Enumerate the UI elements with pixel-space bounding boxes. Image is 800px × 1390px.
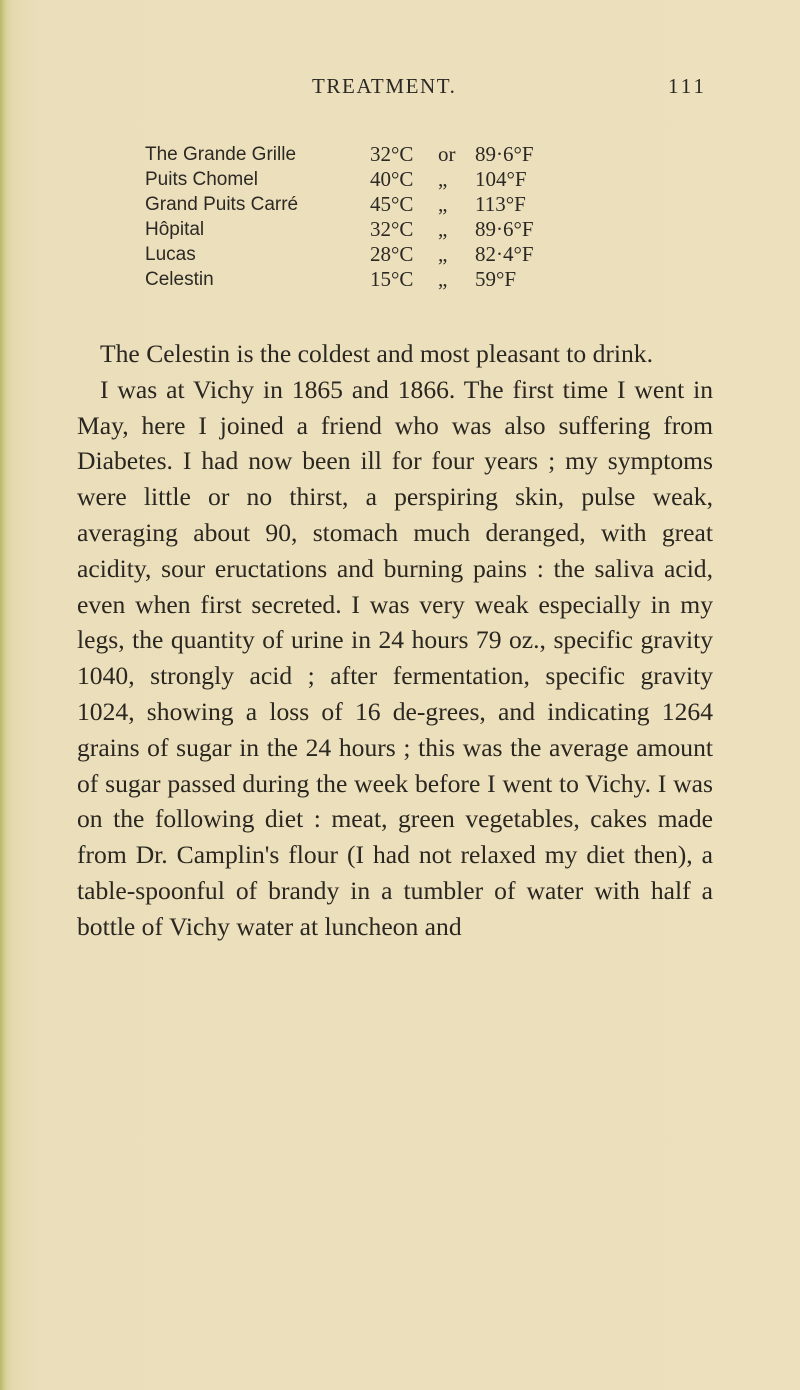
temperature-fahrenheit: 104°F [475,167,527,191]
table-row [145,142,625,167]
temperature-fahrenheit: 113°F [475,192,526,216]
spring-name: Grand Puits Carré [145,194,299,215]
separator: „ [438,267,448,291]
separator: „ [438,242,448,266]
temperature-fahrenheit: 89·6°F [475,217,534,241]
separator: „ [438,217,448,241]
spring-name: Puits Chomel [145,169,258,190]
paragraph: I was at Vichy in 1865 and 1866. The first time I went in May, here I joined a friend who was also suffering from Diabetes. I had now been ill for four years ; my symptoms were little or no thirst, a perspiring skin, pulse weak, averaging about 90, stomach much deranged, with great acidity, sour eructations and burning pains : the saliva acid, even when first secreted. I was very weak especially in my legs, the quantity of urine in 24 hours 79 oz., specific gravity 1040, strongly acid ; after fermentation, specific gravity 1024, showing a loss of 16 de-grees, and indicating 1264 grains of sugar in the 24 hours ; this was the average amount of sugar passed during the week before I went to Vichy. I was on the following diet : meat, green vegetables, cakes made from Dr. Camplin's flour (I had not relaxed my diet then), a table-spoonful of brandy in a tumbler of water with half a bottle of Vichy water at luncheon and [77,374,713,941]
temperature-celsius: 32°C [370,142,414,166]
spring-name: Hôpital [145,219,205,240]
page-number: 111 [668,74,707,98]
temperature-fahrenheit: 82·4°F [475,242,534,266]
temperature-celsius: 15°C [370,267,414,291]
separator: „ [438,167,448,191]
table-row [145,192,625,217]
temperature-celsius: 28°C [370,242,414,266]
temperature-celsius: 40°C [370,167,414,191]
temperature-fahrenheit: 59°F [475,267,517,291]
spring-name: Celestin [145,269,214,290]
table-row [145,242,625,267]
separator: „ [438,192,448,216]
temperature-fahrenheit: 89·6°F [475,142,534,166]
spring-name: The Grande Grille [145,144,297,165]
running-title: TREATMENT. [312,74,457,98]
page-header [0,74,800,104]
table-row [145,167,625,192]
spring-name: Lucas [145,244,196,265]
table-row [145,267,625,292]
temperature-celsius: 45°C [370,192,414,216]
table-row [145,217,625,242]
spring-temperature-table [145,142,625,292]
paragraph: The Celestin is the coldest and most pleasant to drink. [100,339,654,368]
separator: or [438,142,456,166]
temperature-celsius: 32°C [370,217,414,241]
body-text [77,336,713,945]
